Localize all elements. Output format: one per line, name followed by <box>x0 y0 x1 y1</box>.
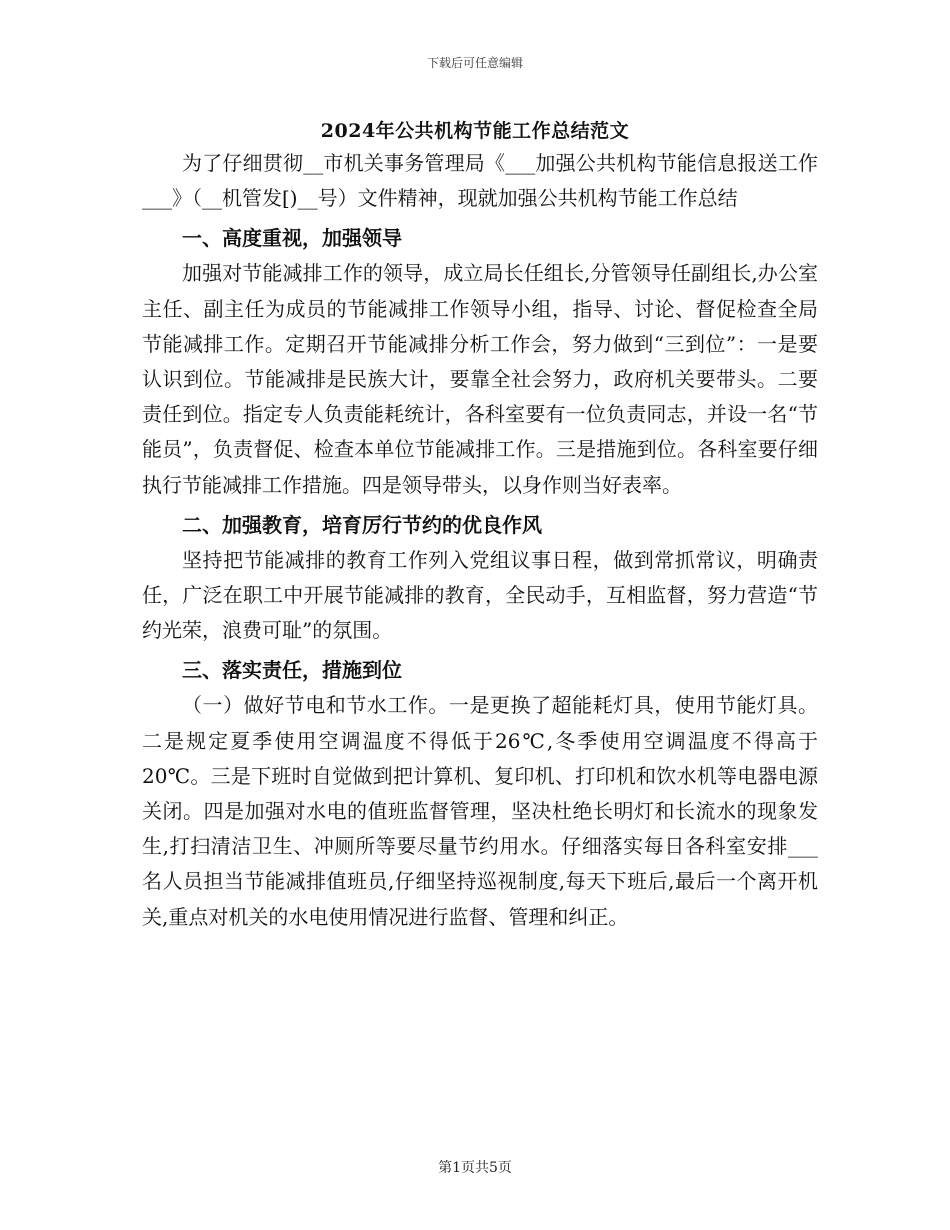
section-heading-1: 一、高度重视，加强领导 <box>182 226 402 251</box>
document-body <box>142 146 818 935</box>
intro-paragraph: 为了仔细贯彻__市机关事务管理局《___加强公共机构节能信息报送工作___》（__机管发[)__号）文件精神，现就加强公共机构节能工作总结 <box>142 151 818 211</box>
page-header-note: 下载后可任意编辑 <box>426 56 523 70</box>
page-number: 第1页共5页 <box>438 1160 512 1176</box>
section-3-paragraph: （一）做好节电和节水工作。一是更换了超能耗灯具，使用节能灯具。二是规定夏季使用空调温度不得低于26℃,冬季使用空调温度不得高于20℃。三是下班时自觉做到把计算机、复印机、打印机和饮水机等电器电源关闭。四是加强对水电的值班监督管理，坚决杜绝长明灯和长流水的现象发生,打扫清洁卫生、冲厕所等要尽量节约用水。仔细落实每日各科室安排___名人员担当节能减排值班员,仔细坚持巡视制度,每天下班后,最后一个离开机关,重点对机关的水电使用情况进行监督、管理和纠正。 <box>142 693 818 929</box>
section-heading-2: 二、加强教育，培育厉行节约的优良作风 <box>182 512 542 537</box>
section-heading-3: 三、落实责任，措施到位 <box>182 658 402 683</box>
section-2-paragraph: 坚持把节能减排的教育工作列入党组议事日程，做到常抓常议，明确责任，广泛在职工中开展节能减排的教育，全民动手，互相监督，努力营造“节约光荣，浪费可耻”的氛围。 <box>142 547 818 643</box>
section-1-paragraph: 加强对节能减排工作的领导，成立局长任组长,分管领导任副组长,办公室主任、副主任为成员的节能减排工作领导小组，指导、讨论、督促检查全局节能减排工作。定期召开节能减排分析工作会，努力做到“三到位”：一是要认识到位。节能减排是民族大计，要靠全社会努力，政府机关要带头。二要责任到位。指定专人负责能耗统计，各科室要有一位负责同志，并设一名“节能员”，负责督促、检查本单位节能减排工作。三是措施到位。各科室要仔细执行节能减排工作措施。四是领导带头，以身作则当好表率。 <box>142 261 818 497</box>
document-title: 2024年公共机构节能工作总结范文 <box>320 120 630 142</box>
